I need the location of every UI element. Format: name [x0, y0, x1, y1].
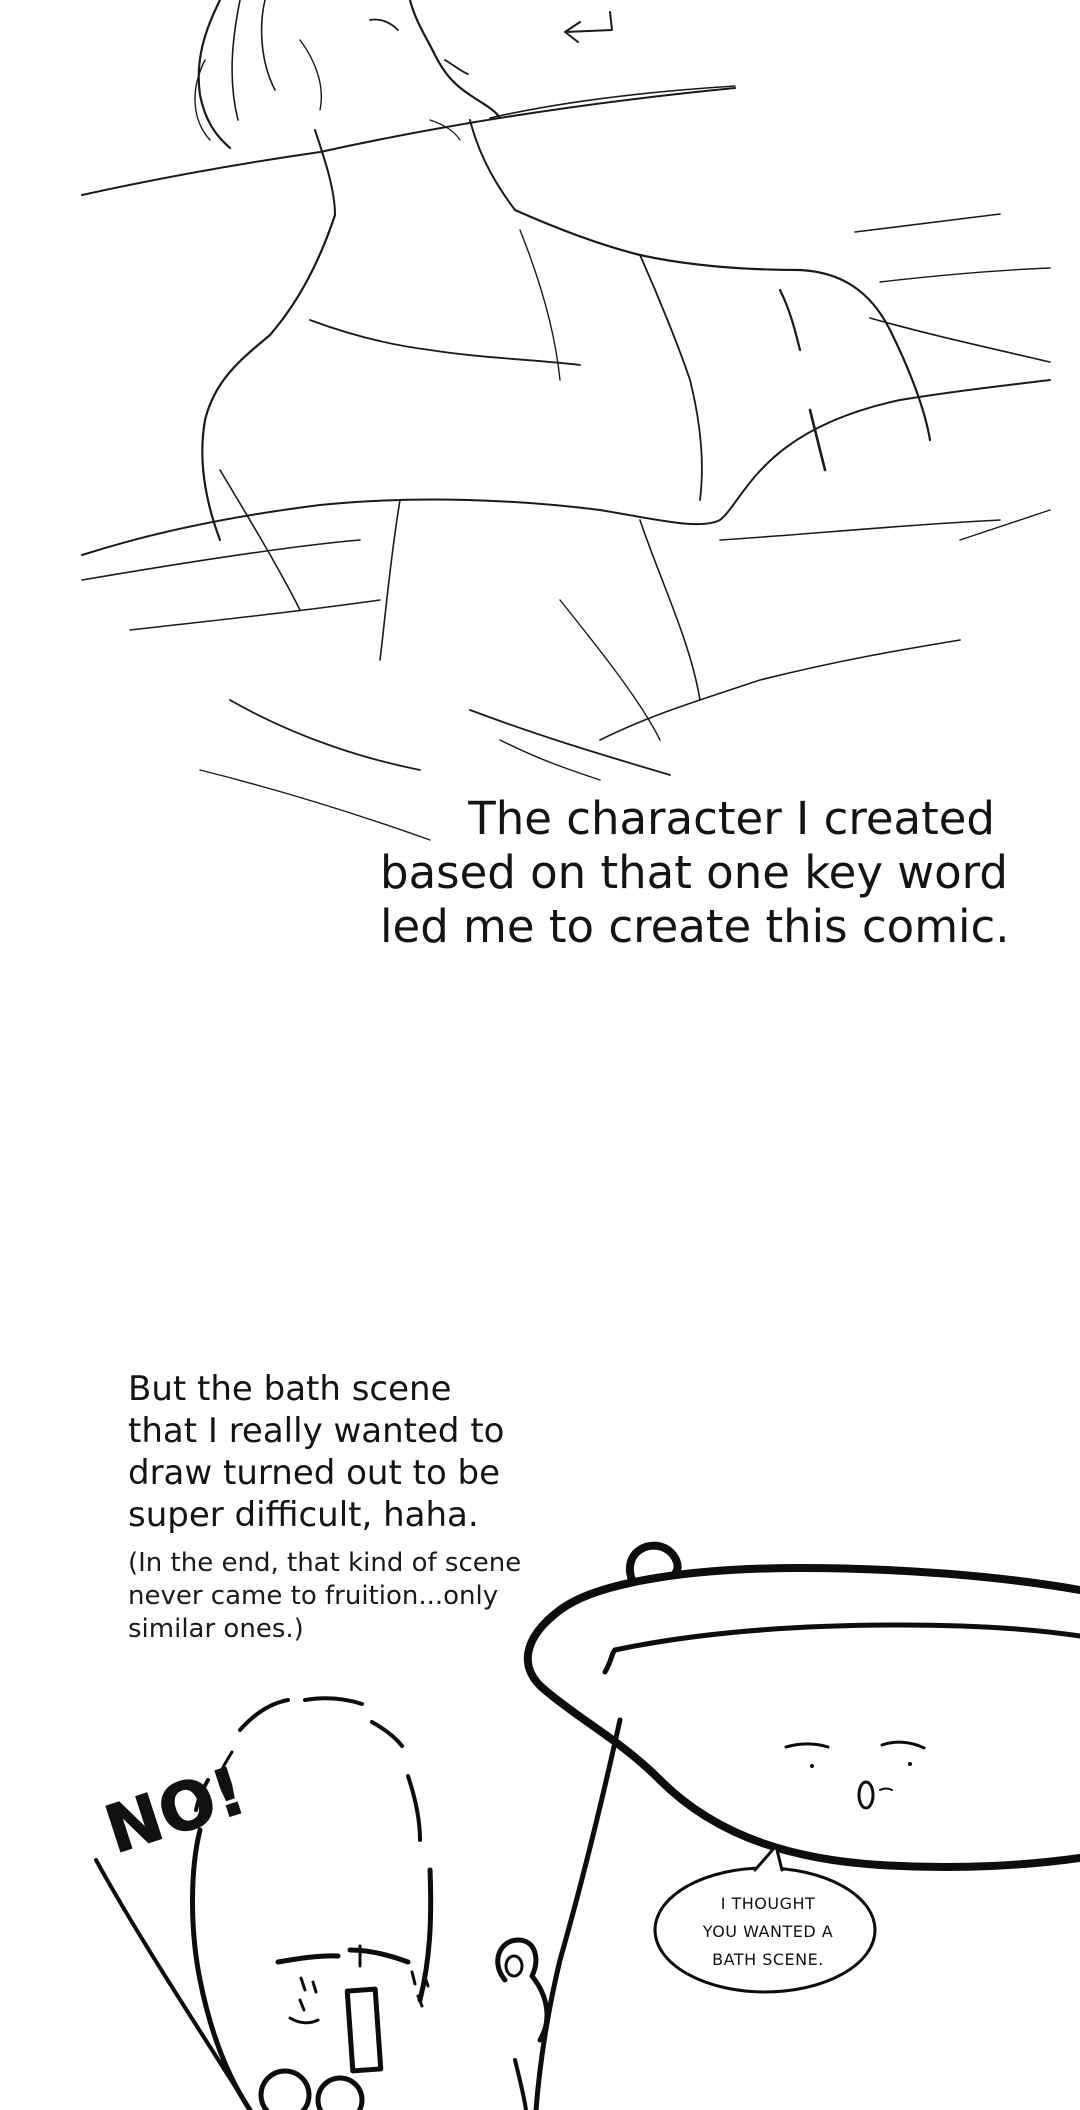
tub-eye-right [882, 1742, 924, 1748]
note-line: (In the end, that kind of scene [128, 1548, 522, 1578]
bubble-line: BATH SCENE. [712, 1950, 824, 1969]
note-line: similar ones.) [128, 1614, 304, 1644]
caption-line: super difficult, haha. [128, 1495, 479, 1535]
caption-line: draw turned out to be [128, 1453, 501, 1493]
chibi-hand [498, 1940, 547, 2040]
tub-rim [560, 1568, 1080, 1610]
caption-line: that I really wanted to [128, 1411, 505, 1451]
speech-bubble-tail [755, 1846, 782, 1870]
tub-mouth [859, 1782, 873, 1808]
tub-eye-left [786, 1744, 828, 1747]
speech-bubble-text [668, 1890, 868, 1974]
caption-line: led me to create this comic. [380, 900, 1010, 953]
bubble-line: YOU WANTED A [702, 1922, 834, 1941]
chibi-eyebrows [278, 1950, 408, 1962]
chibi-glasses-left [261, 2071, 309, 2110]
caption-line: But the bath scene [128, 1369, 452, 1409]
note-line: never came to fruition...only [128, 1581, 499, 1611]
chibi-glasses-right [318, 2078, 362, 2110]
caption-line: based on that one key word [380, 846, 1008, 899]
caption-line: The character I created [468, 792, 995, 845]
chibi-nose [347, 1989, 381, 2071]
exclamation-no: NO! [96, 1752, 255, 1869]
bubble-line: I THOUGHT [720, 1894, 816, 1913]
tub-bowl [528, 1610, 1080, 1867]
